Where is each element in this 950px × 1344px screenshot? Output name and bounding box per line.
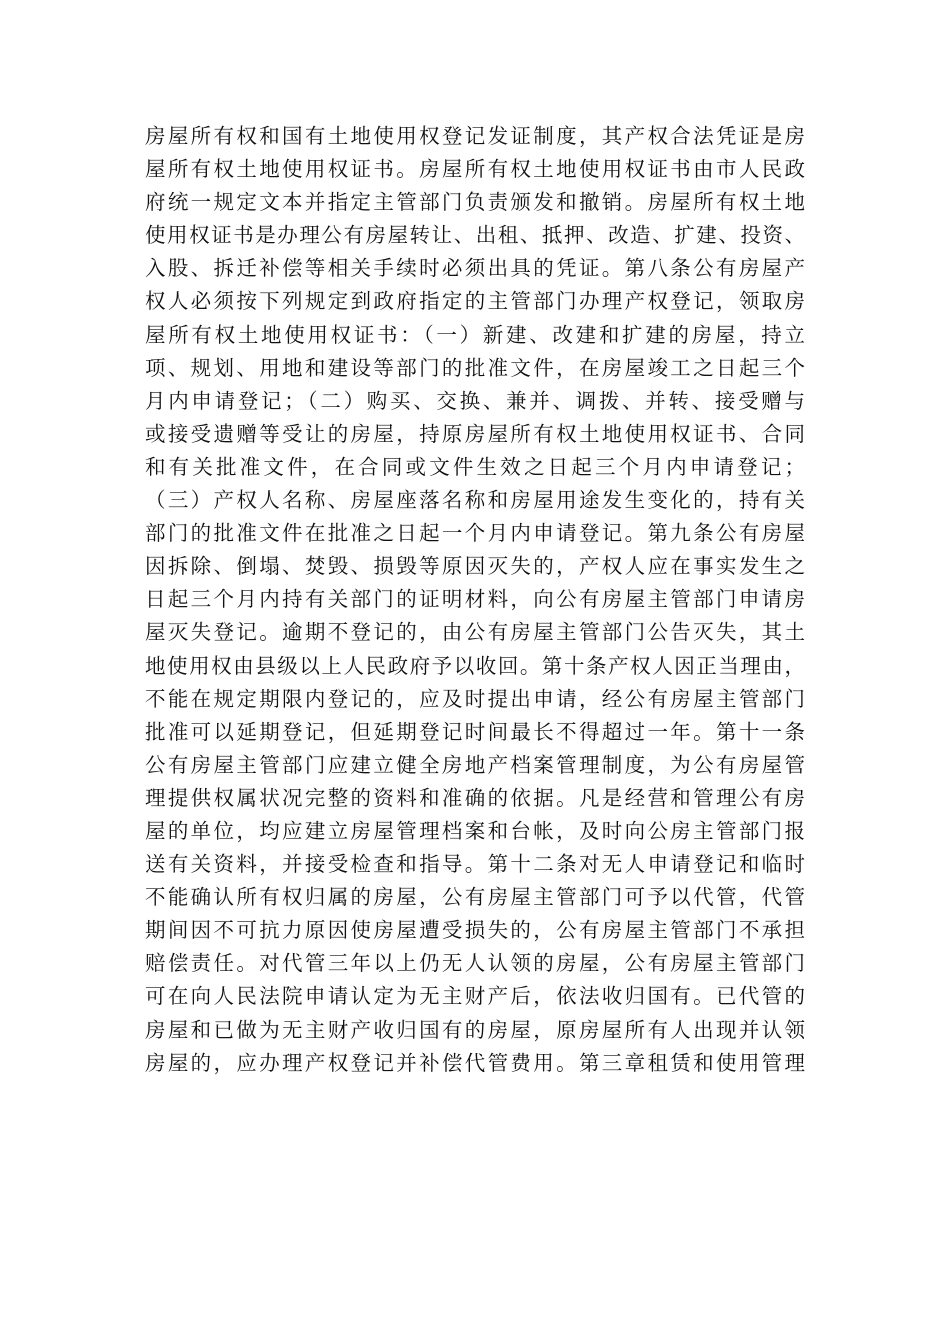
text-line: 屋所有权土地使用权证书。房屋所有权土地使用权证书由市人民政 — [145, 157, 805, 182]
body-text — [145, 120, 805, 1080]
text-line: 月内申请登记；（二）购买、交换、兼并、调拨、并转、接受赠与 — [145, 388, 805, 413]
text-line: 因拆除、倒塌、焚毁、损毁等原因灭失的，产权人应在事实发生之 — [145, 554, 805, 579]
text-line: 府统一规定文本并指定主管部门负责颁发和撤销。房屋所有权土地 — [145, 190, 805, 215]
text-line: 房屋和已做为无主财产收归国有的房屋，原房屋所有人出现并认领 — [145, 1017, 805, 1042]
text-line: 房屋所有权和国有土地使用权登记发证制度，其产权合法凭证是房 — [145, 124, 805, 148]
text-line: 使用权证书是办理公有房屋转让、出租、抵押、改造、扩建、投资、 — [145, 223, 805, 248]
text-line: 屋的单位，均应建立房屋管理档案和台帐，及时向公房主管部门报 — [145, 818, 805, 843]
text-line: （三）产权人名称、房屋座落名称和房屋用途发生变化的，持有关 — [145, 488, 805, 513]
text-line: 不能在规定期限内登记的，应及时提出申请，经公有房屋主管部门 — [145, 686, 805, 711]
text-line: 部门的批准文件在批准之日起一个月内申请登记。第九条公有房屋 — [145, 521, 805, 546]
text-line: 不能确认所有权归属的房屋，公有房屋主管部门可予以代管，代管 — [145, 885, 805, 910]
text-line: 理提供权属状况完整的资料和准确的依据。凡是经营和管理公有房 — [145, 785, 805, 810]
text-line: 权人必须按下列规定到政府指定的主管部门办理产权登记，领取房 — [145, 289, 805, 314]
text-line: 项、规划、用地和建设等部门的批准文件，在房屋竣工之日起三个 — [145, 355, 805, 380]
text-line: 公有房屋主管部门应建立健全房地产档案管理制度，为公有房屋管 — [145, 752, 805, 777]
text-line: 地使用权由县级以上人民政府予以收回。第十条产权人因正当理由， — [145, 653, 805, 678]
text-line: 房屋的，应办理产权登记并补偿代管费用。第三章租赁和使用管理 — [145, 1050, 805, 1075]
text-line: 屋灭失登记。逾期不登记的，由公有房屋主管部门公告灭失，其土 — [145, 620, 805, 645]
text-line: 赔偿责任。对代管三年以上仍无人认领的房屋，公有房屋主管部门 — [145, 951, 805, 976]
text-line: 批准可以延期登记，但延期登记时间最长不得超过一年。第十一条 — [145, 719, 805, 744]
text-line: 送有关资料，并接受检查和指导。第十二条对无人申请登记和临时 — [145, 852, 805, 877]
text-line: 或接受遗赠等受让的房屋，持原房屋所有权土地使用权证书、合同 — [145, 421, 805, 446]
text-line: 日起三个月内持有关部门的证明材料，向公有房屋主管部门申请房 — [145, 587, 805, 612]
text-line: 期间因不可抗力原因使房屋遭受损失的，公有房屋主管部门不承担 — [145, 918, 805, 943]
text-line: 屋所有权土地使用权证书：（一）新建、改建和扩建的房屋，持立 — [145, 322, 805, 347]
text-line: 可在向人民法院申请认定为无主财产后，依法收归国有。已代管的 — [145, 984, 805, 1009]
text-line: 入股、拆迁补偿等相关手续时必须出具的凭证。第八条公有房屋产 — [145, 256, 805, 281]
text-line: 和有关批准文件，在合同或文件生效之日起三个月内申请登记； — [145, 454, 805, 479]
